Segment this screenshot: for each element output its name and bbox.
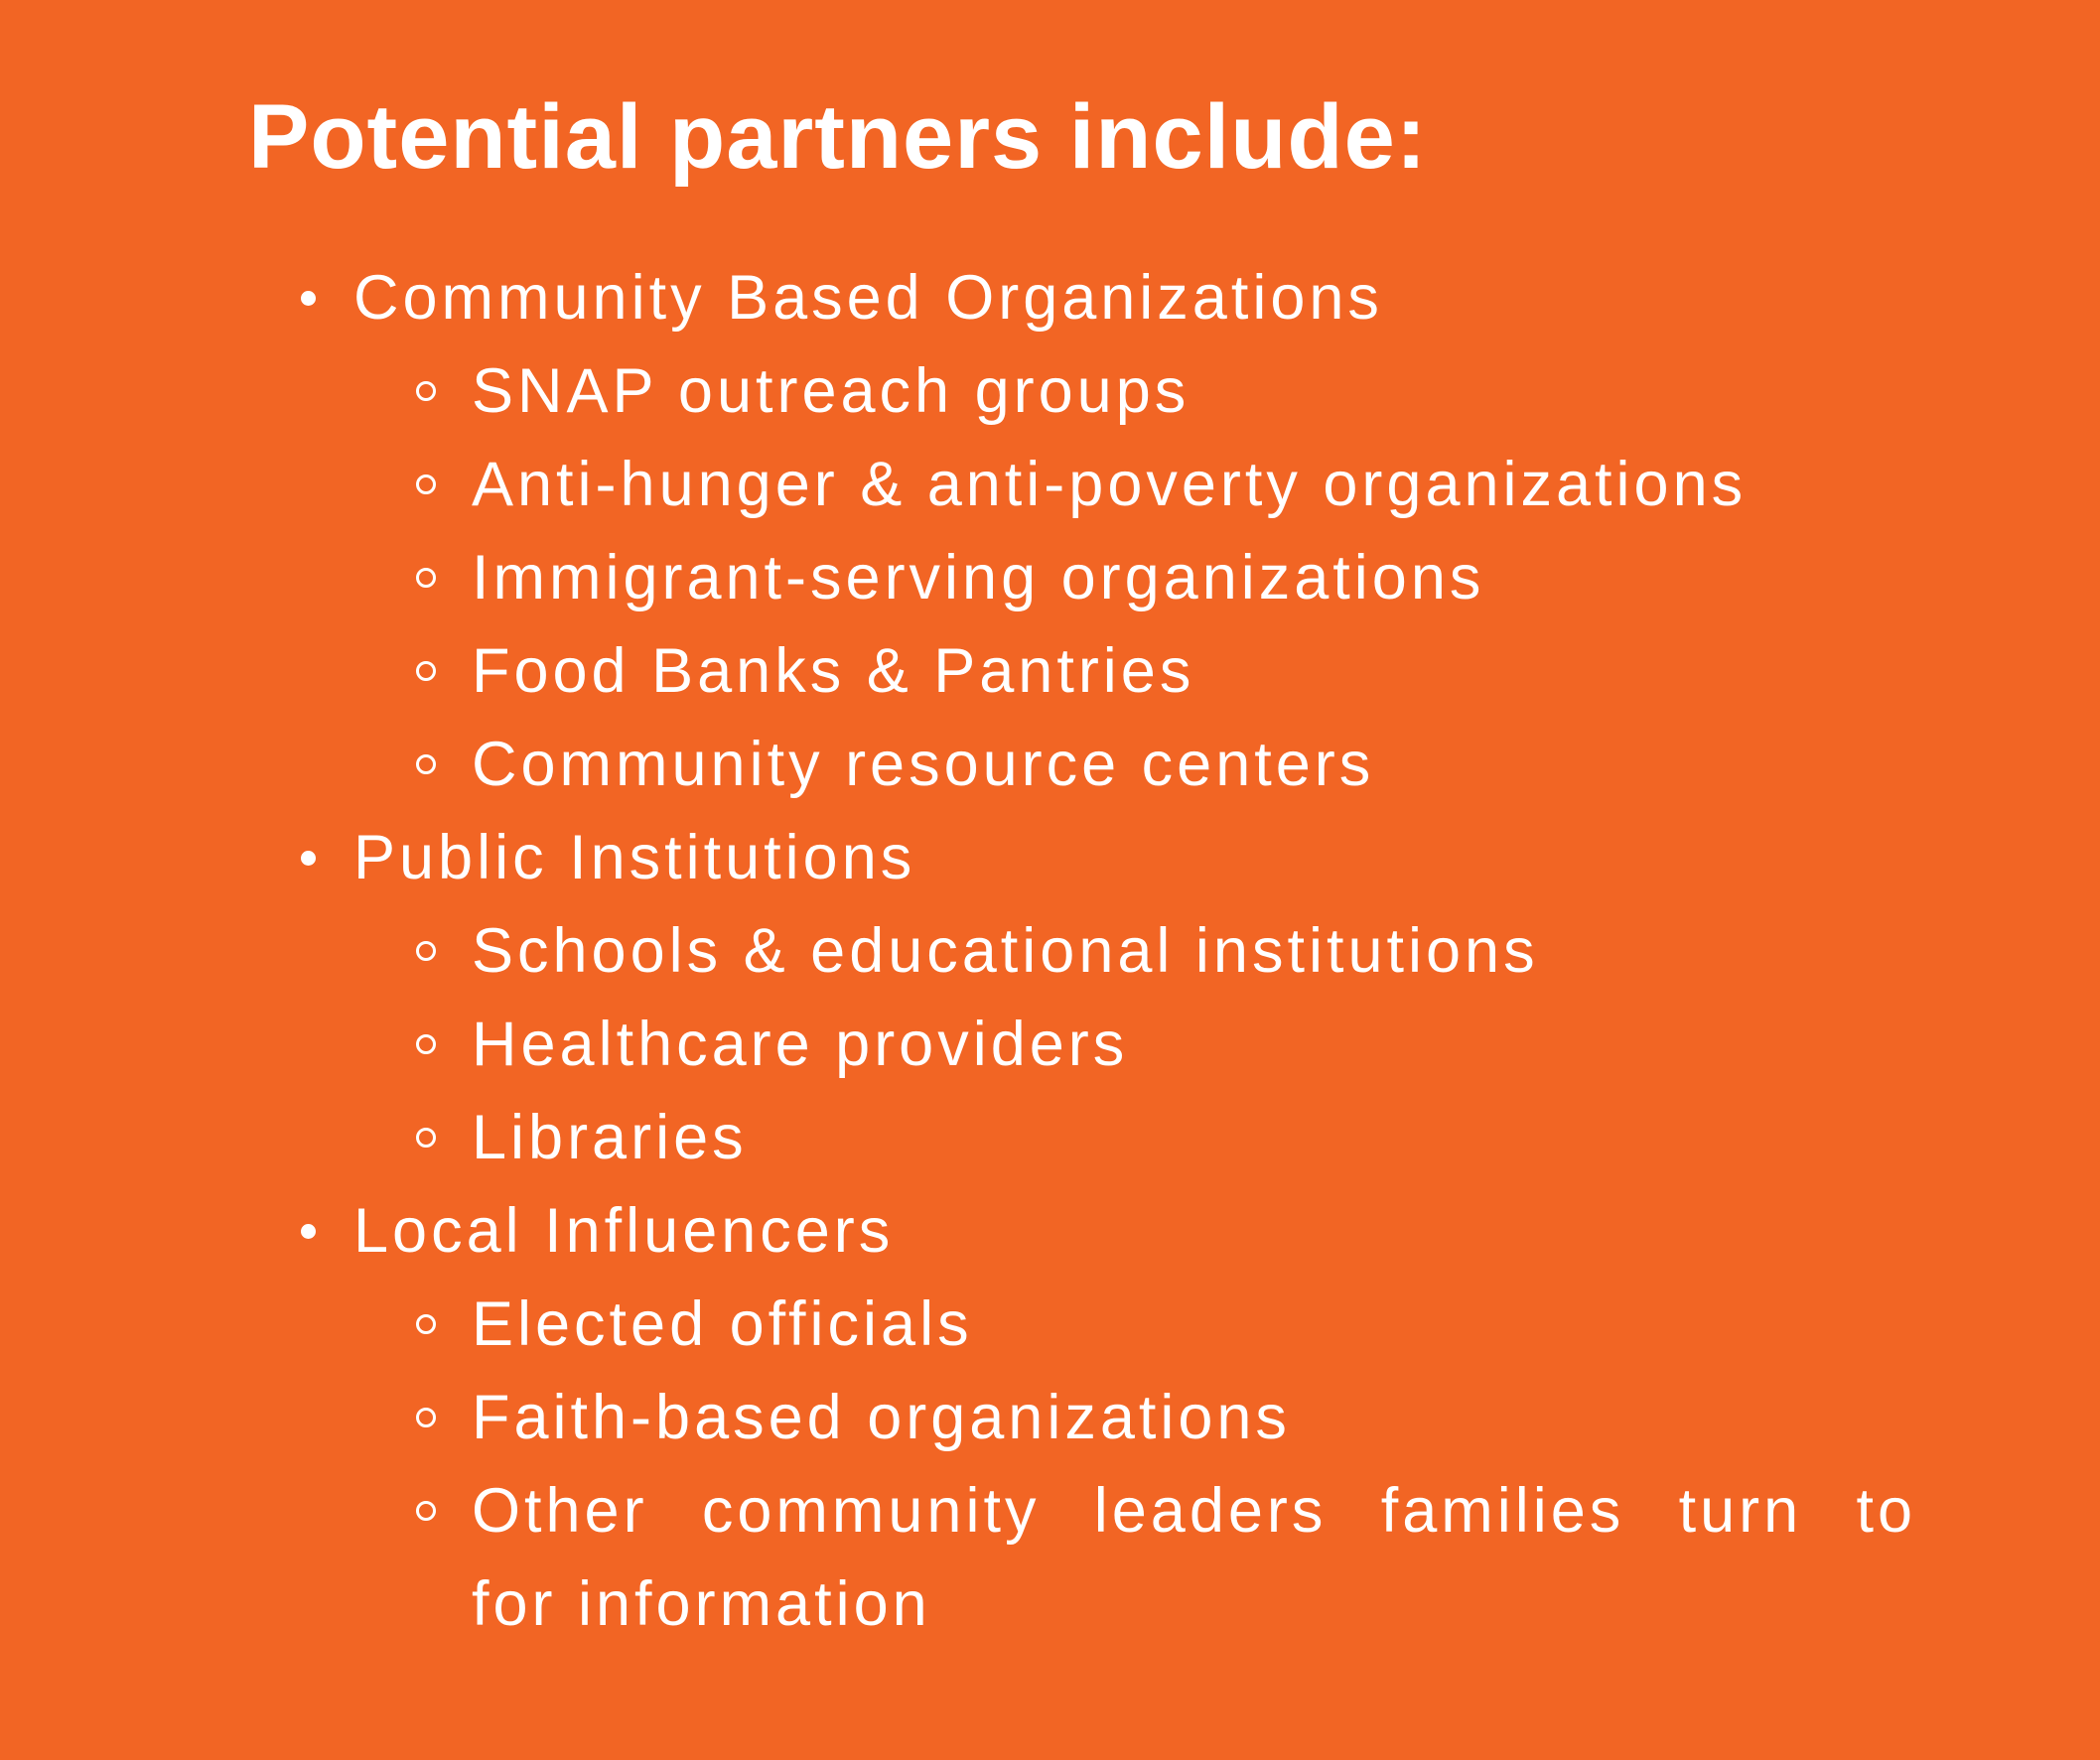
bullet-circle-icon xyxy=(416,1128,436,1148)
bullet-circle-icon xyxy=(416,754,436,774)
list-item-label xyxy=(472,1464,1916,1651)
justified-line: for information xyxy=(472,1569,931,1639)
list-item-label: Local Influencers xyxy=(353,1196,895,1266)
list-item-level2 xyxy=(0,344,2100,438)
page-title: Potential partners include: xyxy=(248,86,1428,188)
bullet-dot-icon xyxy=(301,291,316,306)
list-item-label: Community Based Organizations xyxy=(353,263,1383,333)
list-item-level1 xyxy=(0,251,2100,344)
list-item-label: Elected officials xyxy=(472,1289,973,1359)
list-item-level2 xyxy=(0,1371,2100,1464)
bullet-circle-icon xyxy=(416,1034,436,1054)
list-item-level2 xyxy=(0,1278,2100,1371)
list-item-label: Anti-hunger & anti-poverty organizations xyxy=(472,450,1748,519)
bullet-circle-icon xyxy=(416,381,436,401)
list-item-label: Faith-based organizations xyxy=(472,1383,1291,1452)
list-item-label: Healthcare providers xyxy=(472,1010,1129,1079)
bullet-circle-icon xyxy=(416,1314,436,1334)
bullet-circle-icon xyxy=(416,1408,436,1427)
bullet-dot-icon xyxy=(301,1224,316,1239)
list-item-level2 xyxy=(0,1091,2100,1184)
list-item-label: Community resource centers xyxy=(472,730,1375,799)
list-item-label: SNAP outreach groups xyxy=(472,356,1190,426)
list-item-level2 xyxy=(0,1464,2100,1651)
bullet-circle-icon xyxy=(416,661,436,681)
list-item-label: Public Institutions xyxy=(353,823,916,892)
list-item-level2 xyxy=(0,998,2100,1091)
list-item-level2 xyxy=(0,438,2100,531)
bullet-circle-icon xyxy=(416,941,436,961)
justified-line: Other community leaders families turn to xyxy=(472,1476,1916,1546)
partners-list xyxy=(0,251,2100,1651)
list-item-label: Libraries xyxy=(472,1103,748,1172)
list-item-label: Schools & educational institutions xyxy=(472,916,1539,986)
list-item-label: Immigrant-serving organizations xyxy=(472,543,1485,612)
list-item-level2 xyxy=(0,904,2100,998)
bullet-dot-icon xyxy=(301,851,316,866)
list-item-level2 xyxy=(0,624,2100,718)
bullet-circle-icon xyxy=(416,474,436,494)
bullet-circle-icon xyxy=(416,1501,436,1521)
list-item-level2 xyxy=(0,718,2100,811)
list-item-level1 xyxy=(0,811,2100,904)
list-item-level1 xyxy=(0,1184,2100,1278)
bullet-circle-icon xyxy=(416,568,436,588)
list-item-level2 xyxy=(0,531,2100,624)
list-item-label: Food Banks & Pantries xyxy=(472,636,1195,706)
